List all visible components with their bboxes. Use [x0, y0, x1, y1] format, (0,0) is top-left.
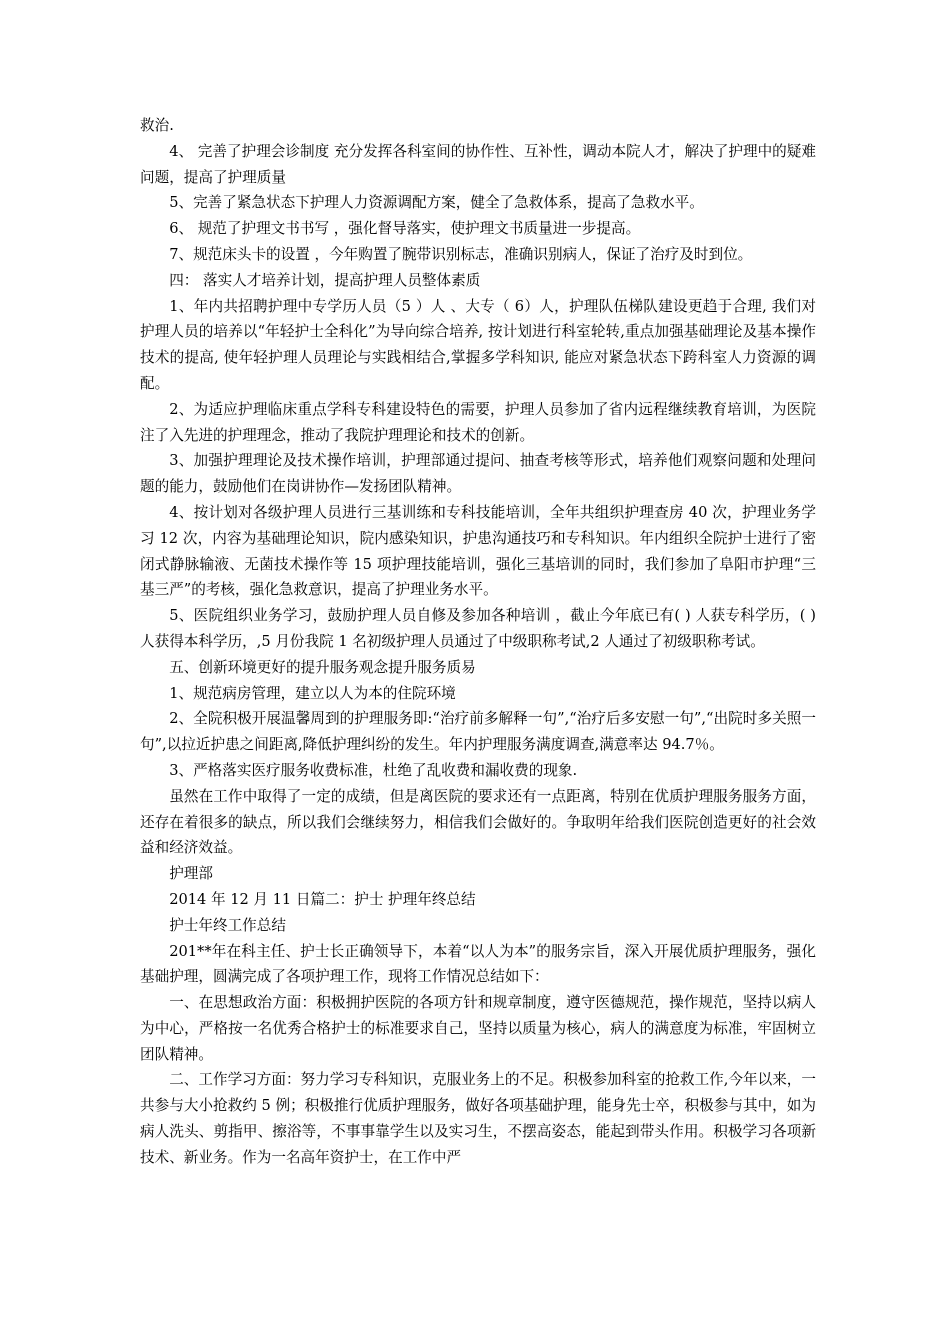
paragraph-11: 5、医院组织业务学习，鼓励护理人员自修及参加各种培训 ，截止今年底已有( ) 人获专科学历，( )人获得本科学历，,5 月份我院 1 名初级护理人员通过了中级职称考试,2 人通过了初级职称考试。: [140, 607, 816, 650]
paragraph-2: 4、 完善了护理会诊制度 充分发挥各科室间的协作性、互补性，调动本院人才，解决了护理中的疑难问题，提高了护理质量: [140, 142, 816, 186]
second-article-title: 护士年终工作总结: [169, 916, 286, 934]
document-page: [140, 113, 816, 1171]
paragraph-4: 6、 规范了护理文书书写 ，强化督导落实，使护理文书质量进一步提高。: [169, 220, 641, 238]
paragraph-8: 2、为适应护理临床重点学科专科建设特色的需要，护理人员参加了省内远程继续教育培训，为医院注了入先进的护理理念，推动了我院护理理论和技术的创新。: [140, 400, 816, 444]
paragraph-15: 3、严格落实医疗服务收费标准，杜绝了乱收费和漏收费的现象.: [169, 761, 578, 779]
section-heading-4: 四： 落实人才培养计划，提高护理人员整体素质: [169, 271, 481, 289]
section-heading-5: 五、创新环境更好的提升服务观念提升服务质易: [169, 658, 476, 676]
paragraph-3: 5、完善了紧急状态下护理人力资源调配方案，健全了急救体系，提高了急救水平。: [169, 194, 704, 212]
paragraph-14: 2、全院积极开展温馨周到的护理服务即:“治疗前多解释一句”,“治疗后多安慰一句”,“出院时多关照一句”,以拉近护患之间距离,降低护理纠纷的发生。年内护理服务满度调查,满意率达 94.7％。: [140, 710, 816, 754]
paragraph-16: 虽然在工作中取得了一定的成绩，但是离医院的要求还有一点距离，特别在优质护理服务服务方面，还存在着很多的缺点，所以我们会继续努力，相信我们会做好的。争取明年给我们医院创造更好的社会效益和经济效益。: [140, 787, 816, 857]
paragraph-7: 1、年内共招聘护理中专学历人员（5 ）人 、大专（ 6）人，护理队伍梯队建设更趋于合理, 我们对护理人员的培养以“年轻护士全科化”为导向综合培养, 按计划进行科室轮转,重点加强基础理论及基本操作技术的提高, 使年轻护理人员理论与实践相结合,掌握多学科知识, 能应对紧急状态下跨科室人力资源的调配。: [140, 297, 816, 392]
date-line: 2014 年 12 月 11 日篇二：护士 护理年终总结: [169, 890, 476, 908]
paragraph-21: 一、在思想政治方面：积极拥护医院的各项方针和规章制度，遵守医德规范，操作规范，坚持以病人为中心，严格按一名优秀合格护士的标准要求自己，坚持以质量为核心，病人的满意度为标准，牢固树立团队精神。: [140, 994, 816, 1063]
paragraph-13: 1、规范病房管理，建立以人为本的住院环境: [169, 684, 456, 702]
paragraph-1: 救治.: [140, 117, 174, 134]
paragraph-10: 4、按计划对各级护理人员进行三基训练和专科技能培训，全年共组织护理查房 40 次，护理业务学习 12 次，内容为基础理论知识，院内感染知识，护患沟通技巧和专科知识。年内组织全院护士进行了密闭式静脉输液、无菌技术操作等 15 项护理技能培训，强化三基培训的同时，我们参加了阜阳市护理“三基三严”的考核，强化急救意识，提高了护理业务水平。: [140, 503, 816, 599]
paragraph-22: 二、工作学习方面：努力学习专科知识，克服业务上的不足。积极参加科室的抢救工作,今年以来，一共参与大小抢救约 5 例；积极推行优质护理服务，做好各项基础护理，能身先士卒，积极参与其中，如为病人洗头、剪指甲、擦浴等，不事事靠学生以及实习生，不摆高姿态，能起到带头作用。积极学习各项新技术、新业务。作为一名高年资护士，在工作中严: [140, 1071, 816, 1166]
paragraph-5: 7、规范床头卡的设置 ，今年购置了腕带识别标志，准确识别病人，保证了治疗及时到位。: [169, 245, 753, 263]
paragraph-20: 201**年在科主任、护士长正确领导下，本着“以人为本”的服务宗旨，深入开展优质护理服务，强化基础护理，圆满完成了各项护理工作，现将工作情况总结如下：: [140, 942, 816, 986]
signature-department: 护理部: [169, 865, 213, 883]
paragraph-9: 3、加强护理理论及技术操作培训，护理部通过提问、抽查考核等形式，培养他们观察问题和处理问题的能力，鼓励他们在岗讲协作—发扬团队精神。: [140, 452, 816, 496]
